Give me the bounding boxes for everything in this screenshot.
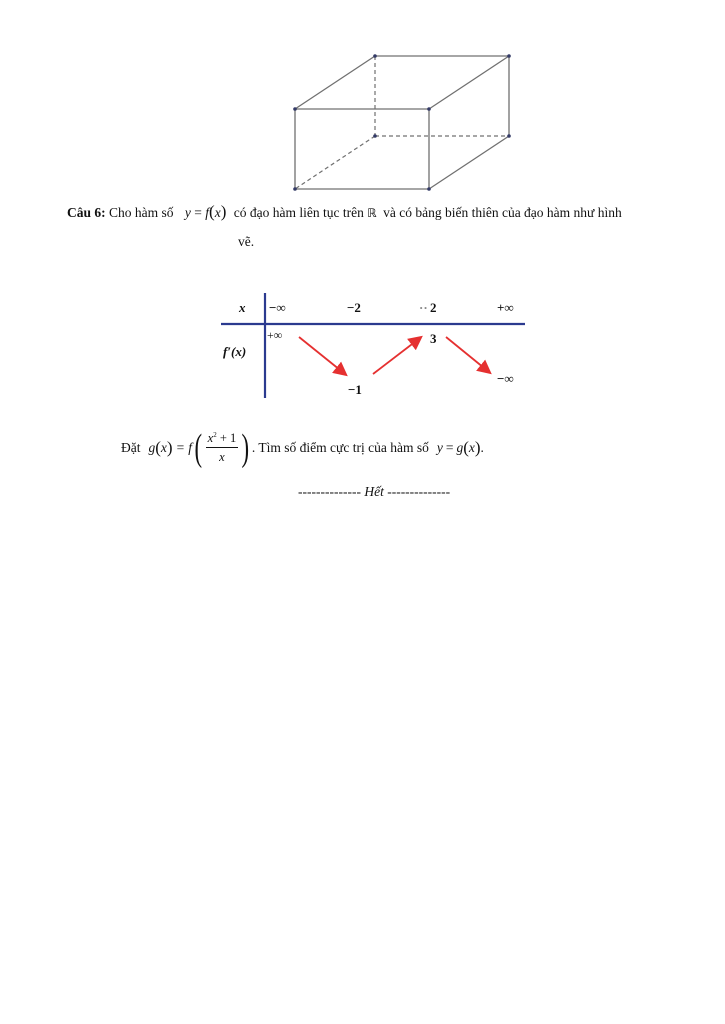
end-marker: -------------- Hết --------------	[298, 484, 451, 499]
end-word: Hết	[364, 484, 384, 499]
problem-statement: Đặt g ( x ) = f ( $x^2 + 1$ x ) . Tìm số điểm cực trị của hàm số y = g ( x ) .	[121, 427, 484, 469]
fraction: $x^2 + 1$ x	[207, 430, 237, 465]
x-value-3: 2	[430, 300, 437, 315]
f-value-1: +∞	[267, 328, 283, 342]
header-fprime: f′(x)	[223, 344, 247, 359]
g-arg: x	[160, 440, 167, 455]
f-value-2: −1	[348, 382, 362, 397]
variation-table	[215, 290, 535, 405]
question-line-2	[238, 234, 254, 250]
question-line-1	[67, 202, 622, 222]
reals-symbol: ℝ	[367, 206, 377, 220]
cuboid-figure	[280, 45, 530, 200]
increasing-arrow	[373, 338, 420, 374]
g-symbol-2: g	[456, 440, 464, 455]
g-symbol: g	[148, 440, 156, 455]
decreasing-arrow-2	[446, 337, 489, 372]
equals-sign: =	[176, 440, 185, 455]
question-text-b: có đạo hàm liên tục trên	[233, 205, 364, 220]
y-symbol: y	[436, 440, 443, 455]
x-value-1: −∞	[269, 300, 286, 315]
f-value-4: −∞	[497, 371, 514, 386]
f-value-3: 3	[430, 331, 437, 346]
function-expression: y = f(x)	[184, 202, 227, 221]
f-symbol: f	[188, 440, 192, 455]
question-text-c: và có bảng biến thiên của đạo hàm như hình	[383, 205, 622, 220]
question-text-a: Cho hàm số	[109, 205, 174, 220]
problem-prefix: Đặt	[121, 440, 141, 455]
question-label: Câu 6:	[67, 205, 106, 220]
header-x: x	[239, 300, 246, 315]
x-value-4: +∞	[497, 300, 514, 315]
x-value-2: −2	[347, 300, 361, 315]
problem-task: . Tìm số điểm cực trị của hàm số	[251, 440, 429, 455]
stray-dots: ··	[419, 300, 428, 315]
question-text-end: vẽ.	[238, 234, 255, 249]
decreasing-arrow-1	[299, 337, 345, 374]
